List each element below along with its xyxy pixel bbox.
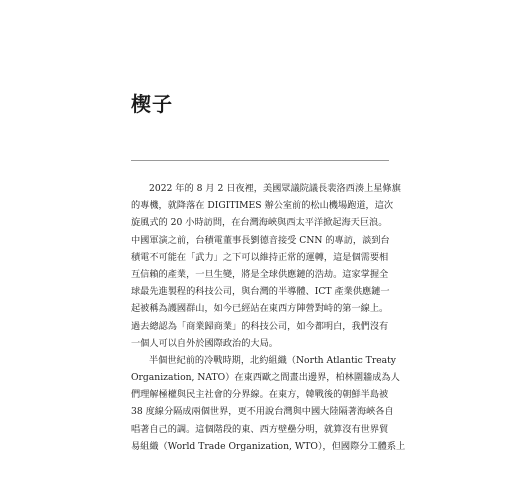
text-line: 過去總認為「商業歸商業」的科技公司，如今都明白，我們沒有 [131,320,389,332]
text-line: Organization, NATO）在東西歐之間畫出邊界，柏林圍牆成為人 [131,372,400,384]
text-line: 起被稱為護國群山，如今已經站在東西方陣營對峙的第一線上。 [131,303,389,315]
text-line: 半個世紀前的冷戰時期，北約組織（North Atlantic Treaty [149,354,397,366]
chapter-title: 楔子 [131,92,173,116]
text-line: 38 度線分隔成兩個世界，更不用說台灣與中國大陸隔著海峽各自 [131,406,394,418]
text-line: 球最先進製程的科技公司，與台灣的半導體、ICT 產業供應鏈一 [131,286,390,298]
text-line: 積電不可能在「武力」之下可以維持正常的運轉，這是個需要相 [131,251,389,263]
text-line: 旋風式的 20 小時訪問，在台灣海峽與西太平洋掀起海天巨浪。 [131,217,388,229]
text-line: 唱著自己的調。這個階段的東、西方壁壘分明，就算沒有世界貿 [131,423,389,435]
paragraph-2 [131,352,406,455]
text-line: 中國軍演之前，台積電董事長劉德音接受 CNN 的專訪，談到台 [131,234,390,246]
text-line: 們理解極權與民主社會的分界線。在東方，韓戰後的朝鮮半島被 [131,389,389,401]
text-line: 的專機，就降落在 DIGITIMES 辦公室前的松山機場跑道，這次 [131,200,394,212]
title-divider [131,160,389,161]
paragraph-1 [131,180,401,352]
text-line: 一個人可以自外於國際政治的大局。 [131,337,278,349]
text-line: 2022 年的 8 月 2 日夜裡，美國眾議院議長裴洛西湊上星條旗 [149,183,401,194]
chapter-body [131,180,406,455]
text-line: 互信賴的產業，一旦生變，將是全球供應鏈的浩劫。這家掌握全 [131,268,389,280]
text-line: 易組織（World Trade Organization, WTO），但國際分工體系上 [131,440,406,452]
